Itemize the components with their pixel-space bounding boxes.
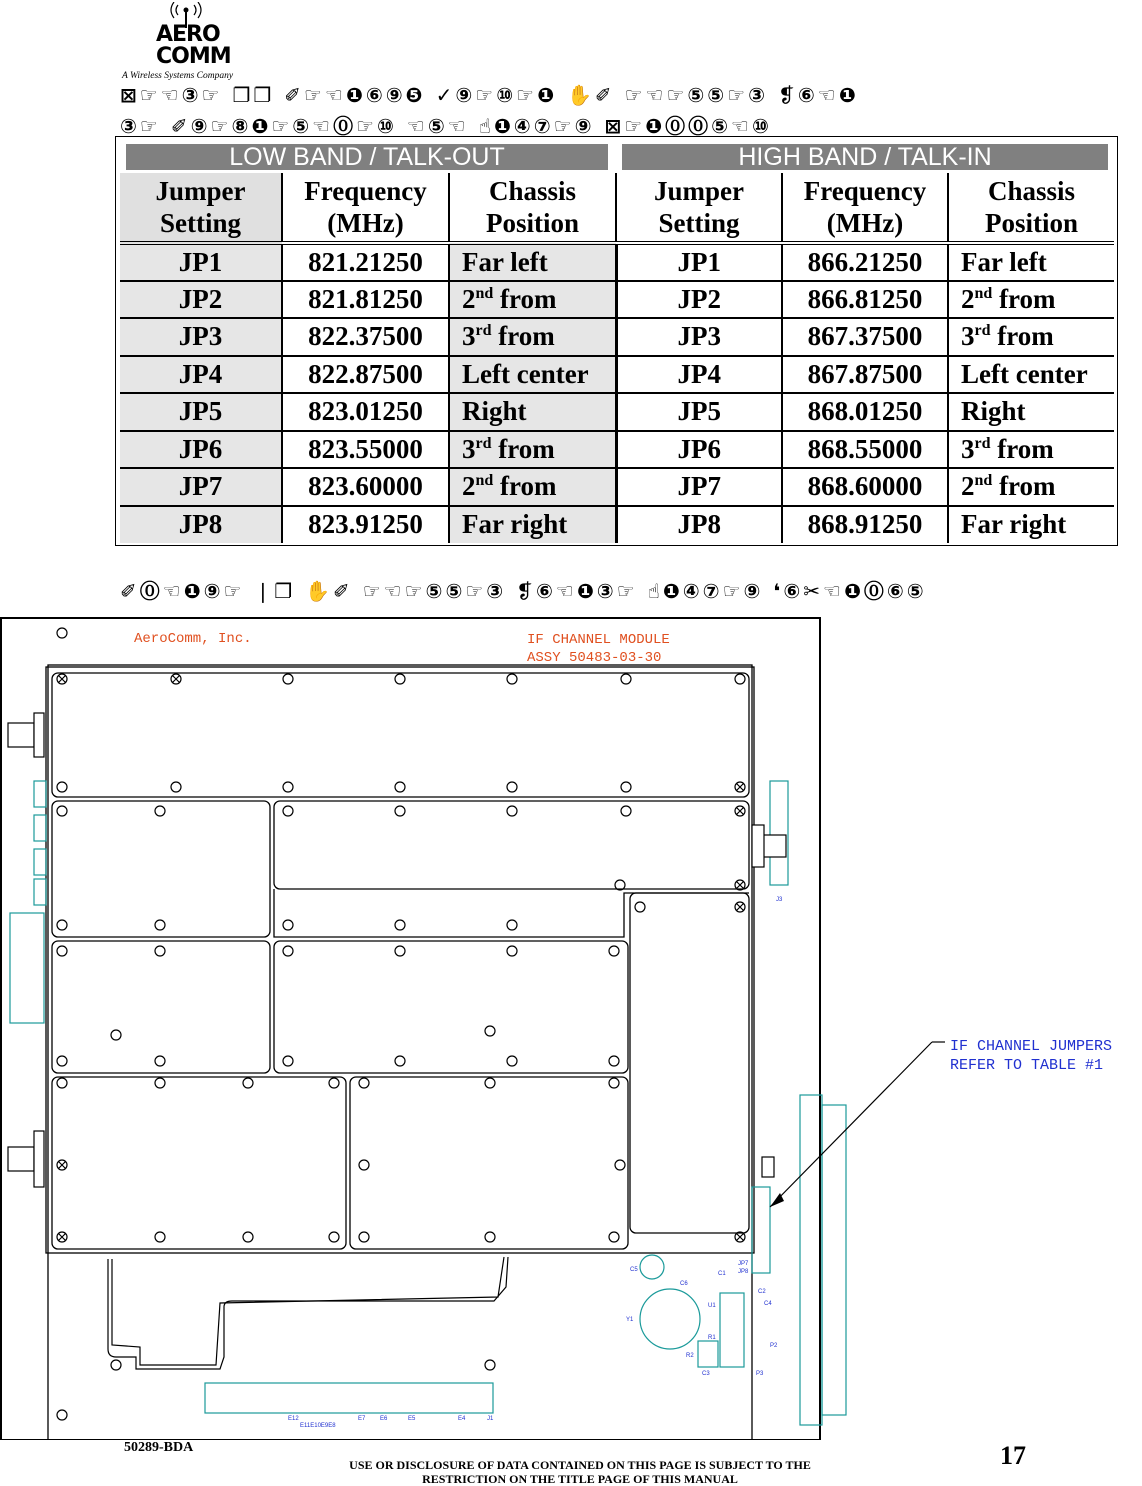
screw-mark xyxy=(737,904,744,911)
company-logo xyxy=(122,2,242,82)
high-frequency-cell: 868.01250 xyxy=(782,393,948,431)
ref-e5: E5 xyxy=(408,1416,416,1422)
position-text: Far left xyxy=(462,246,548,277)
low-position-cell xyxy=(449,506,616,544)
mounting-hole xyxy=(171,782,181,792)
position-text-rest: from xyxy=(992,471,1056,502)
position-text: 2 xyxy=(462,283,476,314)
mounting-hole xyxy=(155,1232,165,1242)
callout-line-2: REFER TO TABLE #1 xyxy=(950,1057,1104,1074)
low-frequency-cell: 822.37500 xyxy=(282,318,449,356)
position-text: 3 xyxy=(961,321,975,352)
low-frequency-cell: 823.55000 xyxy=(282,431,449,469)
high-frequency-cell: 868.55000 xyxy=(782,431,948,469)
high-frequency-cell: 866.81250 xyxy=(782,281,948,319)
position-text: 3 xyxy=(462,321,476,352)
high-position-cell xyxy=(948,243,1114,281)
mounting-hole xyxy=(395,920,405,930)
mounting-hole xyxy=(507,674,517,684)
ordinal-suffix: nd xyxy=(475,472,494,490)
mounting-hole xyxy=(609,946,619,956)
mounting-hole xyxy=(57,806,67,816)
mounting-hole xyxy=(111,1360,121,1370)
ref-p3: P3 xyxy=(756,1371,764,1377)
low-jumper-cell: JP3 xyxy=(120,318,282,356)
ref-j1: J1 xyxy=(487,1416,494,1422)
mounting-hole xyxy=(395,946,405,956)
ordinal-suffix: rd xyxy=(974,434,991,452)
ref-e7: E7 xyxy=(358,1416,366,1422)
low-position-cell xyxy=(449,468,616,506)
band-header-low: LOW BAND / TALK-OUT xyxy=(120,141,616,173)
high-jumper-cell: JP2 xyxy=(616,281,782,319)
ordinal-suffix: nd xyxy=(475,284,494,302)
low-position-cell xyxy=(449,431,616,469)
table-row xyxy=(120,506,1114,544)
high-jumper-cell: JP8 xyxy=(616,506,782,544)
logo-text-comm: COMM xyxy=(156,44,231,69)
ref-p2: P2 xyxy=(770,1343,778,1349)
mounting-hole xyxy=(621,674,631,684)
document-code: 50289-BDA xyxy=(124,1440,194,1455)
screw-mark xyxy=(173,676,180,683)
ordinal-suffix: nd xyxy=(974,284,993,302)
ref-e1-group: E11E10E9E8 xyxy=(300,1423,336,1429)
low-position-cell xyxy=(449,281,616,319)
position-text: Far left xyxy=(961,246,1047,277)
module-outline xyxy=(48,665,752,1440)
ref-c4: C4 xyxy=(764,1301,772,1307)
jumper-table xyxy=(120,141,1114,543)
screw-mark xyxy=(737,784,744,791)
mounting-hole xyxy=(243,1078,253,1088)
position-text: 3 xyxy=(462,433,476,464)
column-header-row xyxy=(120,173,1114,243)
mounting-hole xyxy=(507,1056,517,1066)
mounting-hole xyxy=(507,806,517,816)
screw-mark xyxy=(737,882,744,889)
band-header-high: HIGH BAND / TALK-IN xyxy=(616,141,1114,173)
position-text: 2 xyxy=(961,471,975,502)
mounting-hole xyxy=(155,1056,165,1066)
mounting-hole xyxy=(609,1078,619,1088)
position-text: 3 xyxy=(961,433,975,464)
mounting-hole xyxy=(329,1232,339,1242)
table-row xyxy=(120,356,1114,394)
low-jumper-cell: JP5 xyxy=(120,393,282,431)
table-row xyxy=(120,393,1114,431)
low-position-cell xyxy=(449,356,616,394)
high-jumper-cell: JP4 xyxy=(616,356,782,394)
disclosure-notice xyxy=(240,1458,920,1486)
mounting-hole xyxy=(735,674,745,684)
mounting-hole xyxy=(621,806,631,816)
screw-mark xyxy=(59,676,66,683)
ref-j3: J3 xyxy=(776,897,783,903)
mounting-hole xyxy=(155,920,165,930)
high-position-cell xyxy=(948,393,1114,431)
high-frequency-cell: 866.21250 xyxy=(782,243,948,281)
low-frequency-cell: 821.21250 xyxy=(282,243,449,281)
high-jumper-cell: JP1 xyxy=(616,243,782,281)
ref-e12: E12 xyxy=(288,1416,299,1422)
high-position-cell xyxy=(948,356,1114,394)
position-text: Left center xyxy=(462,358,589,389)
ref-r1: R1 xyxy=(708,1335,716,1341)
high-jumper-cell: JP5 xyxy=(616,393,782,431)
mounting-hole xyxy=(507,782,517,792)
mounting-hole xyxy=(243,1232,253,1242)
mounting-hole xyxy=(359,1232,369,1242)
position-text: Far right xyxy=(961,509,1067,540)
ref-c3: C3 xyxy=(702,1371,710,1377)
logo-tagline: A Wireless Systems Company xyxy=(122,71,234,81)
position-text: Left center xyxy=(961,358,1088,389)
ordinal-suffix: rd xyxy=(974,322,991,340)
mounting-hole xyxy=(283,806,293,816)
position-text-rest: from xyxy=(493,283,557,314)
col-header-frequency-high: Frequency (MHz) xyxy=(782,173,948,243)
ref-c6: C6 xyxy=(680,1281,688,1287)
ref-c2: C2 xyxy=(758,1289,766,1295)
position-text-rest: from xyxy=(491,433,555,464)
mounting-hole xyxy=(283,1056,293,1066)
table-row xyxy=(120,468,1114,506)
position-text-rest: from xyxy=(992,283,1056,314)
screw-mark xyxy=(737,1234,744,1241)
disclosure-line-1: USE OR DISCLOSURE OF DATA CONTAINED ON THIS PAGE IS SUBJECT TO THE xyxy=(349,1458,811,1472)
col-header-jumper-high: Jumper Setting xyxy=(616,173,782,243)
high-position-cell xyxy=(948,281,1114,319)
disclosure-line-2: RESTRICTION ON THE TITLE PAGE OF THIS MANUAL xyxy=(422,1472,738,1486)
low-position-cell xyxy=(449,393,616,431)
low-jumper-cell: JP8 xyxy=(120,506,282,544)
position-text-rest: from xyxy=(491,321,555,352)
logo-text-aero: AERO xyxy=(156,22,220,47)
high-position-cell xyxy=(948,431,1114,469)
mounting-hole xyxy=(635,902,645,912)
heading-symbol-line-1: ⊠☞☜③☞ ❐❐ ✐☞☜❶⑥⑨❺ ✓⑨☞⑩☞❶ ✋✐ ☞☜☞⑤⑤☞③ ❡⑥☜❶ xyxy=(120,83,859,107)
mounting-hole xyxy=(329,1078,339,1088)
mounting-hole xyxy=(395,1056,405,1066)
mounting-hole xyxy=(395,806,405,816)
mounting-hole xyxy=(283,782,293,792)
high-position-cell xyxy=(948,506,1114,544)
low-jumper-cell: JP7 xyxy=(120,468,282,506)
low-jumper-cell: JP4 xyxy=(120,356,282,394)
position-text: Right xyxy=(961,396,1026,427)
ref-r2: R2 xyxy=(686,1353,694,1359)
figure-caption-symbols: ✐⓪☜❶⑨☞ ❘❐ ✋✐ ☞☜☞⑤⑤☞③ ❡⑥☜❶③☞ ☝❶④⑦☞⑨ ❛⑥✂☜❶⓪⑥⑤ xyxy=(120,579,927,603)
mounting-hole xyxy=(359,1160,369,1170)
table-row xyxy=(120,318,1114,356)
position-text-rest: from xyxy=(990,321,1054,352)
ref-e4: E4 xyxy=(458,1416,466,1422)
ref-c5: C5 xyxy=(630,1267,638,1273)
low-position-cell xyxy=(449,243,616,281)
high-jumper-cell: JP7 xyxy=(616,468,782,506)
mounting-hole xyxy=(155,1078,165,1088)
mounting-hole xyxy=(485,1232,495,1242)
ref-y1: Y1 xyxy=(626,1317,634,1323)
ref-c1: C1 xyxy=(718,1271,726,1277)
mounting-hole xyxy=(507,920,517,930)
mounting-hole xyxy=(485,1078,495,1088)
mounting-hole xyxy=(507,946,517,956)
position-text-rest: from xyxy=(990,433,1054,464)
mounting-hole xyxy=(485,1026,495,1036)
screw-mark xyxy=(59,1162,66,1169)
high-frequency-cell: 867.87500 xyxy=(782,356,948,394)
mounting-hole xyxy=(155,946,165,956)
ref-jp7: JP7 xyxy=(738,1261,749,1267)
mounting-hole xyxy=(57,946,67,956)
mounting-hole xyxy=(57,1078,67,1088)
drawing-border xyxy=(1,618,820,1440)
mounting-hole xyxy=(57,1410,67,1420)
low-jumper-cell: JP6 xyxy=(120,431,282,469)
table-row xyxy=(120,431,1114,469)
high-jumper-cell: JP3 xyxy=(616,318,782,356)
table-row xyxy=(120,243,1114,281)
position-text: 2 xyxy=(961,283,975,314)
mounting-hole xyxy=(395,674,405,684)
ref-jp8: JP8 xyxy=(738,1269,749,1275)
mounting-hole xyxy=(155,806,165,816)
high-jumper-cell: JP6 xyxy=(616,431,782,469)
position-text: 2 xyxy=(462,471,476,502)
table-row xyxy=(120,281,1114,319)
low-frequency-cell: 822.87500 xyxy=(282,356,449,394)
col-header-position-high: Chassis Position xyxy=(948,173,1114,243)
high-frequency-cell: 868.91250 xyxy=(782,506,948,544)
low-position-cell xyxy=(449,318,616,356)
col-header-frequency: Frequency (MHz) xyxy=(282,173,449,243)
mounting-hole xyxy=(283,674,293,684)
mounting-hole xyxy=(615,1160,625,1170)
callout-line-1: IF CHANNEL JUMPERS xyxy=(950,1038,1113,1055)
high-position-cell xyxy=(948,318,1114,356)
low-frequency-cell: 823.91250 xyxy=(282,506,449,544)
mounting-hole xyxy=(395,782,405,792)
low-frequency-cell: 823.01250 xyxy=(282,393,449,431)
ref-u1: U1 xyxy=(708,1303,716,1309)
low-frequency-cell: 821.81250 xyxy=(282,281,449,319)
mounting-hole xyxy=(57,628,67,638)
heading-symbol-line-2: ③☞ ✐⑨☞⑧❶☞⑤☜⓪☞⑩ ☜⑤☜ ☝❶④⑦☞⑨ ⊠☞❶⓪⓪⑤☜⑩ xyxy=(120,114,772,138)
ordinal-suffix: nd xyxy=(974,472,993,490)
jumper-table-frame xyxy=(115,136,1118,546)
position-text-rest: from xyxy=(493,471,557,502)
module-title-label: IF CHANNEL MODULE xyxy=(527,632,670,648)
mounting-hole xyxy=(283,946,293,956)
col-header-jumper: Jumper Setting xyxy=(120,173,282,243)
mounting-hole xyxy=(57,920,67,930)
page-number: 17 xyxy=(1000,1441,1026,1470)
mounting-hole xyxy=(57,1056,67,1066)
screw-mark xyxy=(59,1234,66,1241)
mounting-hole xyxy=(359,1078,369,1088)
ref-e6: E6 xyxy=(380,1416,388,1422)
mounting-hole xyxy=(609,1232,619,1242)
mounting-hole xyxy=(485,1360,495,1370)
high-position-cell xyxy=(948,468,1114,506)
ordinal-suffix: rd xyxy=(475,434,492,452)
low-frequency-cell: 823.60000 xyxy=(282,468,449,506)
if-channel-module-drawing xyxy=(0,617,1142,1440)
mounting-hole xyxy=(57,782,67,792)
mounting-hole xyxy=(283,920,293,930)
low-jumper-cell: JP2 xyxy=(120,281,282,319)
position-text: Right xyxy=(462,396,527,427)
company-label: AeroComm, Inc. xyxy=(134,631,252,647)
low-jumper-cell: JP1 xyxy=(120,243,282,281)
mounting-hole xyxy=(111,1030,121,1040)
col-header-position: Chassis Position xyxy=(449,173,616,243)
screw-mark xyxy=(737,808,744,815)
assembly-label: ASSY 50483-03-30 xyxy=(527,650,662,666)
mounting-hole xyxy=(621,782,631,792)
high-frequency-cell: 867.37500 xyxy=(782,318,948,356)
high-frequency-cell: 868.60000 xyxy=(782,468,948,506)
ordinal-suffix: rd xyxy=(475,322,492,340)
position-text: Far right xyxy=(462,509,568,540)
mounting-hole xyxy=(609,1056,619,1066)
